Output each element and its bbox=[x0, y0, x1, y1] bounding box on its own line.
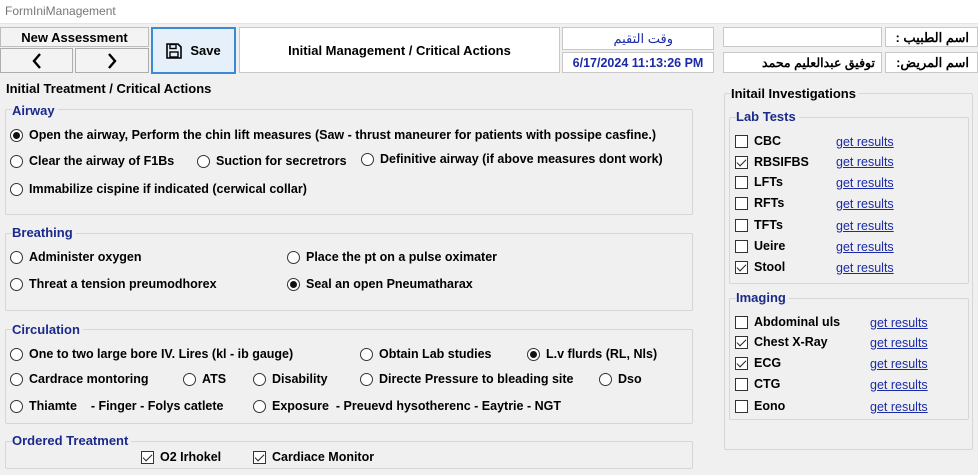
window-titlebar bbox=[0, 0, 978, 24]
lab-lfts-option[interactable]: LFTs bbox=[735, 175, 783, 189]
checkbox-checked[interactable] bbox=[735, 156, 748, 169]
circulation-exposure-option[interactable]: Exposure - Preuevd hysotherenc - Eaytrie - NGT bbox=[253, 399, 561, 413]
lab-tfts-get-results-link[interactable]: get results bbox=[836, 219, 894, 233]
checkbox[interactable] bbox=[735, 378, 748, 391]
lab-rfts-option[interactable]: RFTs bbox=[735, 196, 784, 210]
lab-stool-get-results-link[interactable]: get results bbox=[836, 261, 894, 275]
breathing-title: Breathing bbox=[12, 225, 76, 240]
checkbox-checked[interactable] bbox=[735, 336, 748, 349]
assessment-time-label: وقت التقيم bbox=[562, 27, 714, 50]
circulation-disability-option[interactable]: Disability bbox=[253, 372, 328, 386]
radio[interactable] bbox=[10, 278, 23, 291]
lab-lfts-get-results-link[interactable]: get results bbox=[836, 176, 894, 190]
doctor-name-field[interactable] bbox=[723, 27, 882, 47]
checkbox[interactable] bbox=[735, 135, 748, 148]
save-icon bbox=[166, 43, 182, 59]
radio-selected[interactable] bbox=[10, 129, 23, 142]
airway-suction-option[interactable]: Suction for secretrors bbox=[197, 154, 347, 168]
airway-open-option[interactable]: Open the airway, Perform the chin lift measures (Saw - thrust maneurer for patients with possipe casfine.) bbox=[10, 128, 656, 142]
circulation-thiamine-option[interactable]: Thiamte - Finger - Folys catlete bbox=[10, 399, 223, 413]
next-button[interactable] bbox=[75, 48, 149, 73]
chevron-right-icon bbox=[106, 53, 118, 69]
checkbox-checked[interactable] bbox=[253, 451, 266, 464]
radio[interactable] bbox=[10, 348, 23, 361]
radio[interactable] bbox=[253, 373, 266, 386]
circulation-title: Circulation bbox=[12, 322, 83, 337]
checkbox-checked[interactable] bbox=[735, 357, 748, 370]
imaging-eono-option[interactable]: Eono bbox=[735, 399, 785, 413]
breathing-oximeter-option[interactable]: Place the pt on a pulse oximater bbox=[287, 250, 497, 264]
patient-name-field[interactable]: توفيق عبدالعليم محمد bbox=[723, 52, 882, 73]
breathing-oxygen-option[interactable]: Administer oxygen bbox=[10, 250, 142, 264]
radio-selected[interactable] bbox=[527, 348, 540, 361]
lab-tfts-option[interactable]: TFTs bbox=[735, 218, 783, 232]
airway-immobilize-option[interactable]: Immabilize cispine if indicated (cerwical collar) bbox=[10, 182, 307, 196]
treatment-title: Initial Treatment / Critical Actions bbox=[6, 81, 212, 96]
imaging-ctg-option[interactable]: CTG bbox=[735, 377, 780, 391]
radio[interactable] bbox=[287, 251, 300, 264]
airway-title: Airway bbox=[12, 103, 58, 118]
lab-cbc-option[interactable]: CBC bbox=[735, 134, 781, 148]
save-label: Save bbox=[190, 43, 221, 58]
radio-selected[interactable] bbox=[287, 278, 300, 291]
circulation-pressure-option[interactable]: Directe Pressure to bleading site bbox=[360, 372, 574, 386]
investigations-title: Initail Investigations bbox=[731, 86, 859, 101]
radio[interactable] bbox=[253, 400, 266, 413]
radio[interactable] bbox=[360, 348, 373, 361]
radio[interactable] bbox=[183, 373, 196, 386]
breathing-seal-option[interactable]: Seal an open Pneumatharax bbox=[287, 277, 473, 291]
lab-stool-option[interactable]: Stool bbox=[735, 260, 785, 274]
breathing-group bbox=[5, 233, 693, 311]
imaging-title: Imaging bbox=[736, 290, 789, 305]
checkbox[interactable] bbox=[735, 316, 748, 329]
circulation-cardiac-option[interactable]: Cardrace montoring bbox=[10, 372, 148, 386]
lab-rfts-get-results-link[interactable]: get results bbox=[836, 197, 894, 211]
circulation-dso-option[interactable]: Dso bbox=[599, 372, 642, 386]
imaging-abdominal-option[interactable]: Abdominal uls bbox=[735, 315, 840, 329]
lab-cbc-get-results-link[interactable]: get results bbox=[836, 135, 894, 149]
imaging-ecg-option[interactable]: ECG bbox=[735, 356, 781, 370]
radio[interactable] bbox=[10, 400, 23, 413]
radio[interactable] bbox=[197, 155, 210, 168]
lab-rbsifbs-get-results-link[interactable]: get results bbox=[836, 155, 894, 169]
breathing-tension-option[interactable]: Threat a tension preumodhorex bbox=[10, 277, 217, 291]
lab-tests-title: Lab Tests bbox=[736, 109, 799, 124]
window-title: FormIniManagement bbox=[5, 4, 116, 18]
previous-button[interactable] bbox=[0, 48, 73, 73]
radio[interactable] bbox=[360, 373, 373, 386]
form-title: Initial Management / Critical Actions bbox=[239, 27, 560, 73]
ordered-o2-option[interactable]: O2 Irhokel bbox=[141, 450, 221, 464]
imaging-ecg-get-results-link[interactable]: get results bbox=[870, 357, 928, 371]
circulation-ats-option[interactable]: ATS bbox=[183, 372, 226, 386]
checkbox[interactable] bbox=[735, 240, 748, 253]
imaging-eono-get-results-link[interactable]: get results bbox=[870, 400, 928, 414]
new-assessment-button[interactable] bbox=[0, 27, 149, 47]
radio[interactable] bbox=[599, 373, 612, 386]
imaging-abdominal-get-results-link[interactable]: get results bbox=[870, 316, 928, 330]
circulation-lab-option[interactable]: Obtain Lab studies bbox=[360, 347, 492, 361]
lab-ueire-get-results-link[interactable]: get results bbox=[836, 240, 894, 254]
radio[interactable] bbox=[10, 251, 23, 264]
checkbox[interactable] bbox=[735, 219, 748, 232]
radio[interactable] bbox=[10, 373, 23, 386]
doctor-name-label: اسم الطبيب : bbox=[885, 27, 978, 47]
imaging-ctg-get-results-link[interactable]: get results bbox=[870, 378, 928, 392]
imaging-chest-xray-get-results-link[interactable]: get results bbox=[870, 336, 928, 350]
airway-clear-option[interactable]: Clear the airway of F1Bs bbox=[10, 154, 174, 168]
lab-ueire-option[interactable]: Ueire bbox=[735, 239, 785, 253]
radio[interactable] bbox=[10, 183, 23, 196]
checkbox-checked[interactable] bbox=[141, 451, 154, 464]
assessment-datetime: 6/17/2024 11:13:26 PM bbox=[562, 52, 714, 73]
ordered-title: Ordered Treatment bbox=[12, 433, 131, 448]
chevron-left-icon bbox=[31, 53, 43, 69]
new-assessment-label: New Assessment bbox=[21, 29, 128, 45]
circulation-fluids-option[interactable]: L.v flurds (RL, Nls) bbox=[527, 347, 657, 361]
checkbox[interactable] bbox=[735, 197, 748, 210]
radio[interactable] bbox=[10, 155, 23, 168]
checkbox[interactable] bbox=[735, 176, 748, 189]
patient-name-label: اسم المريض: bbox=[885, 52, 978, 73]
lab-rbsifbs-option[interactable]: RBSIFBS bbox=[735, 155, 809, 169]
radio[interactable] bbox=[361, 153, 374, 166]
checkbox-checked[interactable] bbox=[735, 261, 748, 274]
ordered-monitor-option[interactable]: Cardiace Monitor bbox=[253, 450, 374, 464]
airway-definitive-option[interactable]: Definitive airway (if above measures dont work) bbox=[361, 152, 663, 166]
checkbox[interactable] bbox=[735, 400, 748, 413]
save-button[interactable] bbox=[151, 27, 236, 74]
circulation-iv-option[interactable]: One to two large bore IV. Lires (kl - ib gauge) bbox=[10, 347, 293, 361]
imaging-chest-xray-option[interactable]: Chest X-Ray bbox=[735, 335, 828, 349]
